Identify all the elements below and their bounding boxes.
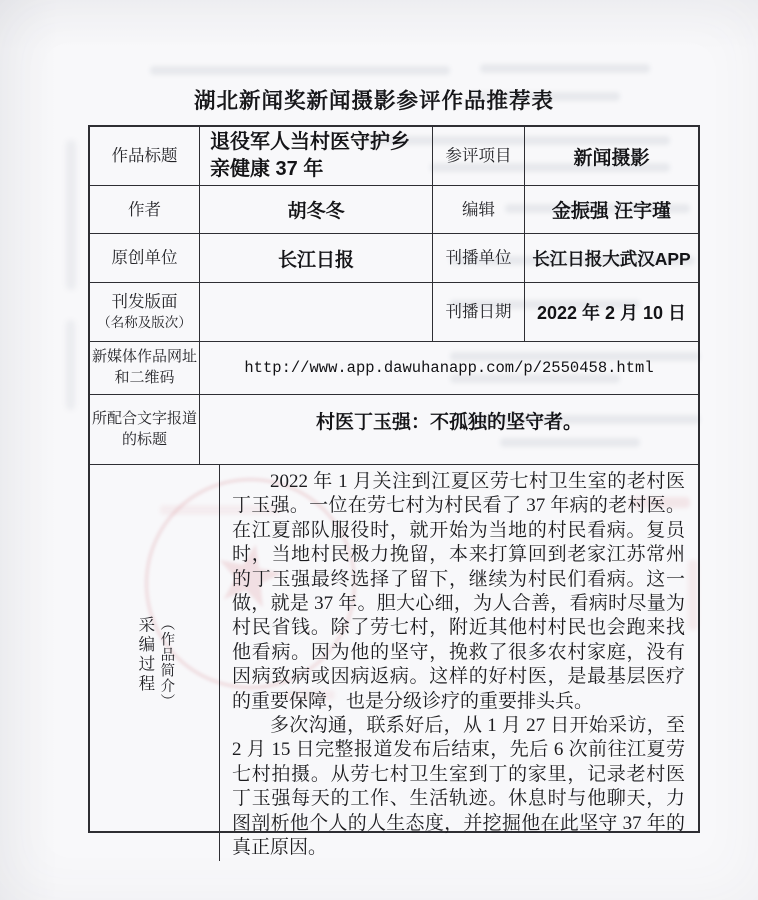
scan-edge-shade [0,0,758,50]
field-new-media-value [200,342,698,394]
editor-label: 编辑 [462,199,495,219]
recommendation-form-table [88,125,700,859]
intro-label-inner: （作品简介） [158,616,175,710]
work-title-value: 退役军人当村医守护乡亲健康 37 年 [210,131,410,180]
intro-vertical-label [134,616,176,709]
field-new-media-label [90,342,200,394]
broadcast-unit-label: 刊播单位 [445,248,512,267]
author-label: 作者 [128,199,161,219]
work-title-label: 作品标题 [111,146,178,165]
bleed-smudge [150,66,450,75]
field-print-layout-label [90,283,200,341]
row-print-layout [90,283,698,342]
field-broadcast-unit-label [433,234,525,282]
entry-category-label: 参评项目 [445,146,512,165]
page-title: 湖北新闻奖新闻摄影参评作品推荐表 [193,89,554,113]
field-original-unit-value [200,234,433,282]
intro-label-outer: 采编过程 [135,616,155,695]
bleed-smudge [66,320,75,410]
row-intro [90,465,698,861]
related-report-label-line1: 所配合文字报道 [91,410,197,427]
field-broadcast-date-label [433,283,525,341]
entry-category-value: 新闻摄影 [573,147,650,169]
row-related-report [90,395,698,465]
field-work-title-label [90,127,200,185]
row-author [90,186,698,234]
new-media-url-value: http://www.app.dawuhanapp.com/p/2550458.html [244,359,654,377]
field-broadcast-date-value [525,283,698,341]
field-intro-label [90,465,220,861]
bleed-smudge [66,140,76,290]
field-editor-label [433,186,525,233]
broadcast-unit-value: 长江日报大武汉APP [532,248,691,269]
intro-paragraph-1: 2022 年 1 月关注到江夏区劳七村卫生室的老村医丁玉强。一位在劳七村为村民看了 37 年病的老村医。在江夏部队服役时，就开始为当地的村民看病。复员时，当地村民极力挽留，本来打算回到老家江苏常州的丁玉强最终选择了留下，继续为村民们看病。这一做，就是 37 年。胆大心细，为人合善，看病时尽量为村民省钱。除了劳七村，附近其他村村民也会跑来找他看病。因为他的坚守，挽救了很多农村家庭，没有因病致病或因病返病。这样的好村医，是最基层医疗的重要保障，也是分级诊疗的重要排头兵。 [232,471,685,712]
scan-edge-shade [0,0,58,900]
field-original-unit-label [90,234,200,282]
row-work-title [90,127,698,186]
author-value: 胡冬冬 [287,201,345,222]
row-new-media-url [90,342,698,395]
field-related-report-value [200,395,698,464]
original-unit-label: 原创单位 [111,248,178,267]
field-work-title-value [200,127,433,185]
new-media-label-line2: 和二维码 [114,370,175,386]
field-author-label [90,186,200,233]
intro-paragraph-2: 多次沟通，联系好后，从 1 月 27 日开始采访，至 2 月 15 日完整报道发布后结束，先后 6 次前往江夏劳七村拍摄。从劳七村卫生室到丁的家里，记录老村医丁玉强每天的工作、生活轨迹。休息时与他聊天，力图剖析他个人的人生态度，并挖掘他在此坚守 37 年的真正原因。 [232,715,685,859]
new-media-label-line1: 新媒体作品网址 [91,349,197,365]
related-report-value: 村医丁玉强：不孤独的坚守者。 [315,412,582,433]
row-original-unit [90,234,698,283]
field-entry-category-label [433,127,525,185]
field-print-layout-value [200,283,433,341]
field-author-value [200,186,433,233]
related-report-label-line2: 的标题 [121,431,167,448]
field-related-report-label [90,395,200,464]
original-unit-value: 长江日报 [277,249,354,271]
print-layout-label-line1: 刊发版面 [111,292,178,311]
print-layout-label-line2: （名称及版次） [97,315,192,330]
broadcast-date-value: 2022 年 2 月 10 日 [536,303,687,323]
field-intro-value [220,465,698,861]
field-entry-category-value [525,127,698,185]
editor-value: 金振强 汪宇瑾 [551,201,672,222]
broadcast-date-label: 刊播日期 [445,302,512,321]
field-editor-value [525,186,698,233]
bleed-smudge [480,64,650,73]
field-broadcast-unit-value [525,234,698,282]
